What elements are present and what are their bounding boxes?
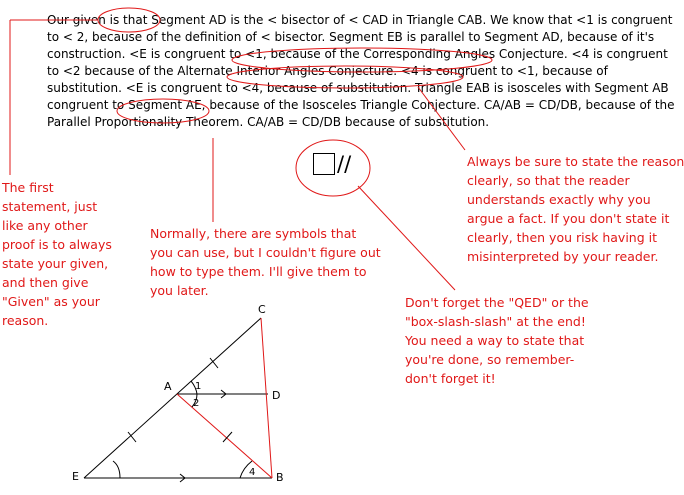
proof-alt-interior: Alternate Interior Angles Conjecture. — [177, 64, 398, 78]
proof-text-3: because of the Isosceles Triangle Conjecture. CA/AB = CD/DB, because of the Parallel Proportionality Theorem. CA/AB = CD/DB because of substitution. — [47, 98, 675, 129]
segment-ec — [84, 318, 261, 478]
segment-cb — [261, 318, 272, 478]
proof-given: Our given — [47, 13, 106, 27]
label-d: D — [272, 389, 281, 402]
note-symbols: Normally, there are symbols that you can use, but I couldn't figure out how to type them. I'll give them to you later. — [150, 226, 381, 298]
label-angle-2: 2 — [193, 398, 200, 409]
label-b: B — [276, 471, 284, 484]
label-angle-4: 4 — [249, 467, 256, 478]
proof-text-2: <4 is congruent to <1, because of substitution. <E is congruent to <4, because of substitution. Triangle EAB is isosceles with Segment AB congruent to — [47, 64, 669, 112]
note-qed: Don't forget the "QED" or the "box-slash-slash" at the end! You need a way to state that you're done, so remember-don't forget it! — [405, 295, 589, 386]
proof-segment-ae: Segment AE, — [128, 98, 206, 112]
label-c: C — [258, 303, 266, 316]
qed-slashes: // — [337, 152, 352, 176]
tick-ab — [223, 432, 232, 442]
label-e: E — [72, 470, 79, 483]
label-a: A — [164, 380, 172, 393]
note-given: The first statement, just like any other proof is to always state your given, and then give "Given" as your reason. — [2, 180, 112, 328]
segment-ab — [177, 394, 272, 478]
label-angle-1: 1 — [195, 381, 202, 392]
proof-text-1: is that Segment AD is the < bisector of < CAD in Triangle CAB. We know that <1 is congruent to < 2, because of the definition of < bisector. Segment EB is parallel to Segment AD, because of it's construction. <E is congruent to <1, because of the Corresponding Angles Conjecture. <4 is congruent to <2 because of the — [47, 13, 673, 78]
arc-angle-e — [113, 461, 120, 478]
note-reason: Always be sure to state the reason clearly, so that the reader understands exactly why you argue a fact. If you don't state it clearly, then you risk having it misinterpreted by your reader. — [467, 154, 684, 264]
